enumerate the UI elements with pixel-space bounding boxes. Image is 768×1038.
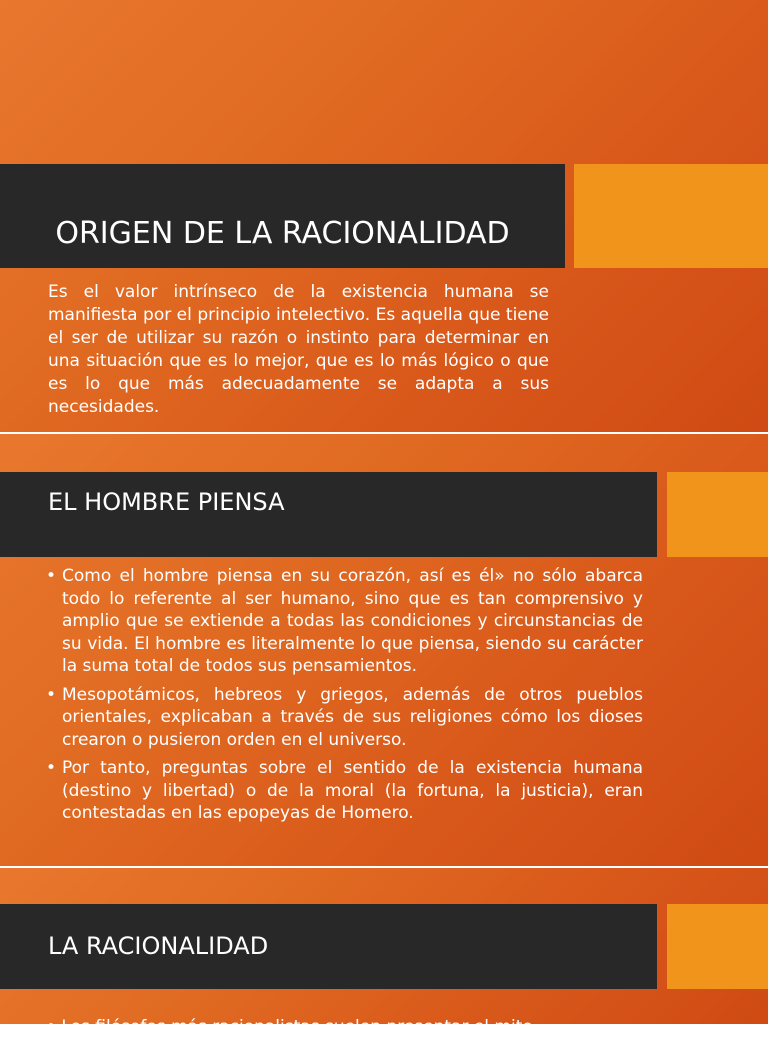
bullet-icon: • [46,684,57,705]
list-item-text: Mesopotámicos, hebreos y griegos, además de otros pueblos orientales, explicaban a través de sus religiones cómo los dioses crearon o pusieron orden en el universo. [62,684,643,750]
accent-box [574,164,768,268]
bullet-list [46,565,643,831]
slide-racionalidad [0,868,768,1037]
list-item [46,565,643,678]
slide-origen [0,0,768,432]
list-item-text: Como el hombre piensa en su corazón, así es él» no sólo abarca todo lo referente al ser humano, sino que es tan comprensivo y amplio que se extiende a todas las condiciones y circunstancias de su vida. El hombre es literalmente lo que piensa, siendo su carácter la suma total de todos sus pensamientos. [62,566,643,676]
accent-box [667,472,768,557]
list-item [46,684,643,752]
bullet-icon: • [46,758,57,778]
partial-bullet-text: • Los filósofos más racionalistas suelen presentar el mito [46,1017,533,1037]
slide-title: EL HOMBRE PIENSA [48,488,285,516]
slide-body-text: Es el valor intrínseco de la existencia humana se manifiesta por el principio intelectivo. Es aquella que tiene el ser de utilizar su razón o instinto para determinar en una situación que es lo mejor, que es lo más lógico o que es lo que más adecuadamente se adapta a sus necesidades. [48,282,549,417]
bullet-icon: • [46,566,57,586]
slide-hombre-piensa [0,434,768,866]
accent-box [667,904,768,989]
slide-title: ORIGEN DE LA RACIONALIDAD [55,216,510,251]
list-item-text: Por tanto, preguntas sobre el sentido de la existencia humana (destino y libertad) o de la moral (la fortuna, la justicia), eran contestadas en las epopeyas de Homero. [62,758,643,823]
list-item [46,757,643,825]
slide-title: LA RACIONALIDAD [48,932,269,960]
